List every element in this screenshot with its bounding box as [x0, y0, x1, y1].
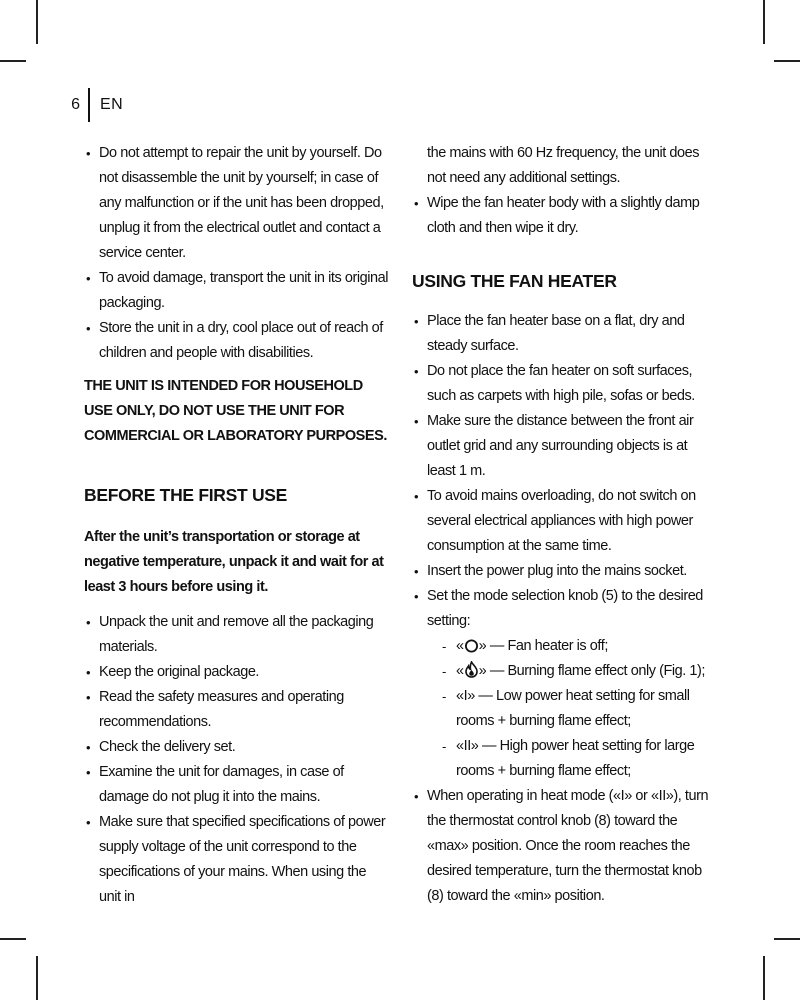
mode-low-item: - «I» — Low power heat setting for small rooms + burning flame effect;	[442, 684, 714, 734]
list-item: • To avoid damage, transport the unit in its original packaging.	[84, 266, 390, 316]
mode-high-item: - «II» — High power heat setting for large rooms + burning flame effect;	[442, 734, 714, 784]
crop-mark	[774, 938, 800, 940]
section-heading-using-fan-heater: USING THE FAN HEATER	[412, 271, 617, 291]
list-item: • Make sure the distance between the front air outlet grid and any surrounding objects is at least 1 m.	[412, 409, 714, 484]
usage-list	[412, 309, 714, 909]
list-item: • To avoid mains overloading, do not switch on several electrical appliances with high power consumption at the same time.	[412, 484, 714, 559]
continued-text: the mains with 60 Hz frequency, the unit does not need any additional settings.	[427, 145, 700, 186]
page-header	[66, 88, 123, 122]
before-use-list	[84, 610, 390, 910]
list-item: • Examine the unit for damages, in case of damage do not plug it into the mains.	[84, 760, 390, 810]
crop-mark	[36, 956, 38, 1000]
list-item: • Check the delivery set.	[84, 735, 390, 760]
list-item: • Store the unit in a dry, cool place out of reach of children and people with disabilities.	[84, 316, 390, 366]
crop-mark	[763, 0, 765, 44]
flame-icon	[464, 661, 479, 678]
left-column	[84, 141, 390, 910]
household-use-warning: THE UNIT IS INTENDED FOR HOUSEHOLD USE ONLY, DO NOT USE THE UNIT FOR COMMERCIAL OR LABORATORY PURPOSES.	[84, 378, 387, 444]
storage-notice: After the unit’s transportation or storage at negative temperature, unpack it and wait for at least 3 hours before using it.	[84, 529, 384, 595]
list-item: • Insert the power plug into the mains socket.	[412, 559, 714, 584]
crop-mark	[763, 956, 765, 1000]
list-item: • Read the safety measures and operating recommendations.	[84, 685, 390, 735]
header-divider	[88, 88, 90, 122]
crop-mark	[0, 938, 26, 940]
power-off-icon	[464, 638, 479, 653]
crop-mark	[774, 60, 800, 62]
language-label: EN	[100, 96, 124, 113]
safety-list	[84, 141, 390, 366]
list-item: • Unpack the unit and remove all the packaging materials.	[84, 610, 390, 660]
page-number: 6	[71, 96, 80, 113]
list-item: • Wipe the fan heater body with a slightly damp cloth and then wipe it dry.	[412, 191, 714, 241]
mode-list	[427, 634, 714, 784]
crop-mark	[0, 60, 26, 62]
mode-selection-text: Set the mode selection knob (5) to the desired setting:	[427, 588, 703, 629]
mode-off-item: - « » — Fan heater is off;	[442, 634, 714, 659]
right-column	[412, 141, 714, 909]
list-item: • Do not attempt to repair the unit by yourself. Do not disassemble the unit by yourself; in case of any malfunction or if the unit has been dropped, unplug it from the electrical outlet and contact a service center.	[84, 141, 390, 266]
crop-mark	[36, 0, 38, 44]
cleaning-list	[412, 191, 714, 241]
mode-flame-item: - « » — Burning flame effect only (Fig. 1);	[442, 659, 714, 684]
list-item: • Place the fan heater base on a flat, dry and steady surface.	[412, 309, 714, 359]
list-item: • Do not place the fan heater on soft surfaces, such as carpets with high pile, sofas or beds.	[412, 359, 714, 409]
section-heading-before-first-use: BEFORE THE FIRST USE	[84, 485, 288, 505]
list-item: • Make sure that specified specifications of power supply voltage of the unit correspond to the specifications of your mains. When using the unit in	[84, 810, 390, 910]
list-item: • Keep the original package.	[84, 660, 390, 685]
list-item	[412, 584, 714, 784]
list-item: • When operating in heat mode («I» or «II»), turn the thermostat control knob (8) toward the «max» position. Once the room reaches the desired temperature, turn the thermostat knob (8) toward the «min» position.	[412, 784, 714, 909]
